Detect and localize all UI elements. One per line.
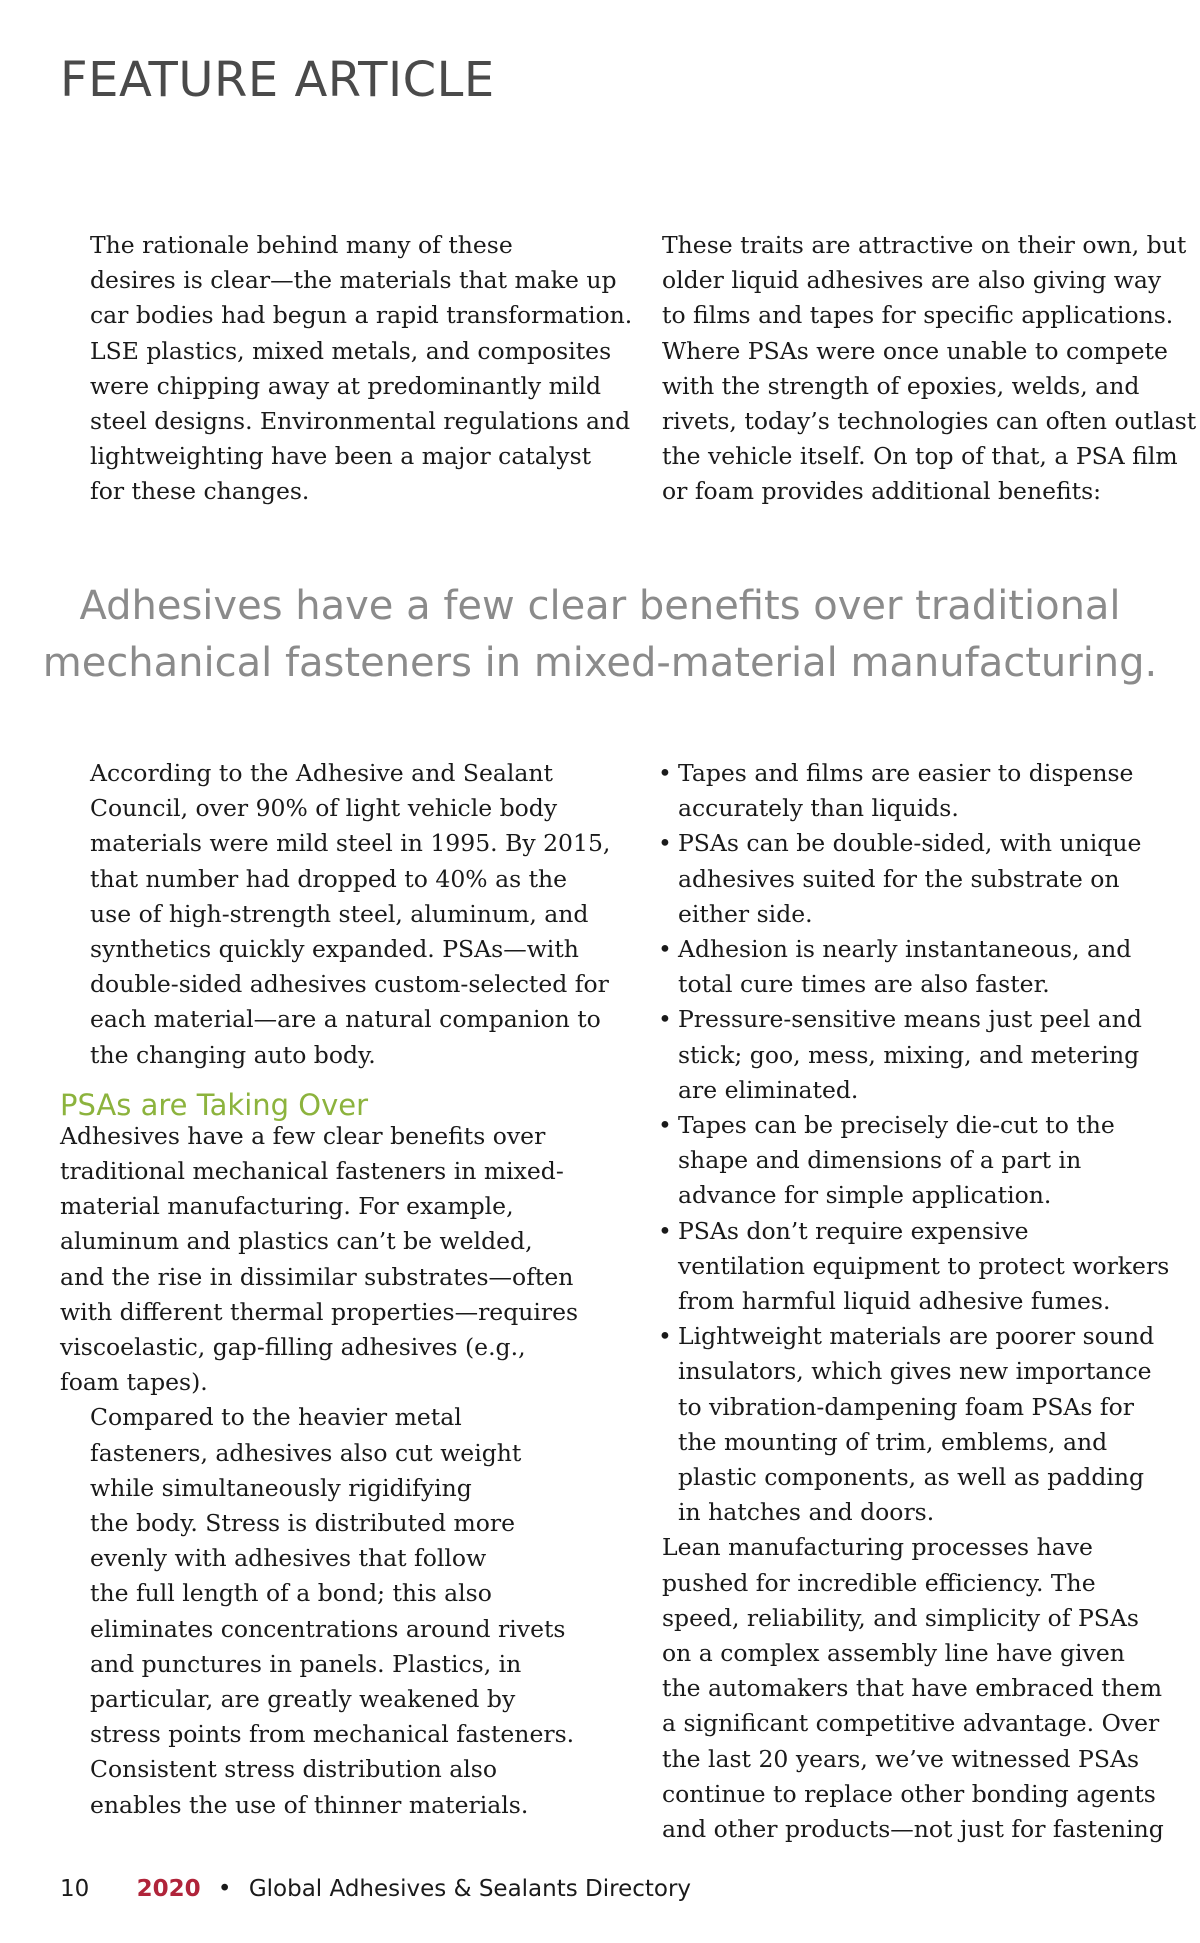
- text-line: fasteners, adhesives also cut weight: [90, 1438, 522, 1467]
- text-line: total cure times are also faster.: [678, 970, 1050, 999]
- list-item: [632, 932, 1172, 1002]
- text-line: the mounting of trim, emblems, and: [678, 1427, 1108, 1456]
- text-line: double-sided adhesives custom-selected for: [90, 970, 609, 999]
- text-line: or foam provides additional benefits:: [662, 477, 1102, 506]
- intro-left-column: [60, 228, 633, 510]
- text-line: continue to replace other bonding agents: [662, 1779, 1156, 1808]
- text-line: According to the Adhesive and Sealant: [90, 759, 553, 787]
- text-line: and other products—not just for fastening: [662, 1815, 1164, 1844]
- text-line: with different thermal properties—requires: [60, 1297, 579, 1326]
- text-line: Council, over 90% of light vehicle body: [90, 794, 558, 823]
- text-line: were chipping away at predominantly mild: [90, 371, 602, 400]
- text-line: Pressure-sensitive means just peel and: [678, 1005, 1142, 1034]
- intro-left-paragraph: [60, 228, 633, 510]
- text-line: the automakers that have embraced them: [662, 1674, 1163, 1703]
- page-number: 10: [60, 1876, 90, 1902]
- text-line: to vibration-dampening foam PSAs for: [678, 1392, 1135, 1421]
- text-line: pushed for incredible efficiency. The: [662, 1568, 1096, 1597]
- footer-separator-icon: •: [217, 1876, 232, 1902]
- list-item: [632, 756, 1172, 826]
- text-line: car bodies had begun a rapid transformation.: [90, 301, 633, 330]
- text-line: speed, reliability, and simplicity of PSAs: [662, 1603, 1139, 1632]
- text-line: Consistent stress distribution also: [90, 1755, 497, 1784]
- text-line: eliminates concentrations around rivets: [90, 1614, 566, 1643]
- body-left-column: [60, 756, 611, 1823]
- text-line: PSAs can be double-sided, with unique: [678, 829, 1142, 858]
- list-item: [632, 1002, 1172, 1108]
- text-line: Tapes can be precisely die-cut to the: [678, 1111, 1115, 1140]
- pull-quote-line: Adhesives have a few clear benefits over traditional: [79, 583, 1121, 629]
- publication-title: Global Adhesives & Sealants Directory: [248, 1876, 692, 1902]
- text-line: shape and dimensions of a part in: [678, 1146, 1082, 1175]
- text-line: aluminum and plastics can’t be welded,: [60, 1227, 533, 1256]
- text-line: lightweighting have been a major catalyst: [90, 442, 592, 471]
- text-line: the changing auto body.: [90, 1040, 376, 1069]
- text-line: The rationale behind many of these: [90, 231, 513, 259]
- text-line: materials were mild steel in 1995. By 2015,: [90, 829, 611, 858]
- text-line: a significant competitive advantage. Over: [662, 1709, 1160, 1738]
- text-line: synthetics quickly expanded. PSAs—with: [90, 935, 579, 964]
- text-line: the vehicle itself. On top of that, a PSA film: [662, 442, 1178, 471]
- text-line: advance for simple application.: [678, 1181, 1052, 1210]
- text-line: are eliminated.: [678, 1075, 859, 1104]
- text-line: the full length of a bond; this also: [90, 1579, 492, 1608]
- text-line: stress points from mechanical fasteners.: [90, 1720, 575, 1749]
- text-line: Adhesion is nearly instantaneous, and: [678, 935, 1132, 964]
- text-line: that number had dropped to 40% as the: [90, 864, 568, 893]
- body-paragraph: [632, 1530, 1172, 1847]
- footer-year: 2020: [136, 1876, 201, 1902]
- text-line: in hatches and doors.: [678, 1498, 935, 1527]
- text-line: desires is clear—the materials that make up: [90, 266, 617, 295]
- pull-quote-line: mechanical fasteners in mixed-material manufacturing.: [42, 640, 1158, 686]
- list-item: [632, 1319, 1172, 1530]
- list-item: [632, 826, 1172, 932]
- text-line: These traits are attractive on their own, but: [662, 231, 1187, 259]
- bullet-icon: •: [658, 1322, 672, 1351]
- text-line: Where PSAs were once unable to compete: [662, 336, 1168, 365]
- text-line: Lean manufacturing processes have: [662, 1533, 1093, 1562]
- text-line: either side.: [678, 899, 813, 928]
- list-item: [632, 1108, 1172, 1214]
- text-line: insulators, which gives new importance: [678, 1357, 1152, 1386]
- text-line: evenly with adhesives that follow: [90, 1544, 487, 1573]
- text-line: adhesives suited for the substrate on: [678, 864, 1120, 893]
- text-line: stick; goo, mess, mixing, and metering: [678, 1040, 1140, 1069]
- bullet-icon: •: [658, 1005, 672, 1034]
- text-line: traditional mechanical fasteners in mixed-: [60, 1157, 564, 1186]
- body-paragraph: [60, 756, 611, 1073]
- text-line: Compared to the heavier metal: [90, 1403, 462, 1432]
- text-line: Tapes and films are easier to dispense: [678, 759, 1134, 787]
- text-line: from harmful liquid adhesive fumes.: [678, 1287, 1111, 1316]
- body-paragraph: [60, 1400, 600, 1822]
- text-line: while simultaneously rigidifying: [90, 1473, 472, 1502]
- text-line: the body. Stress is distributed more: [90, 1509, 516, 1538]
- text-line: Lightweight materials are poorer sound: [678, 1322, 1155, 1351]
- text-line: PSAs don’t require expensive: [678, 1216, 1029, 1245]
- list-item: [632, 1214, 1172, 1320]
- text-line: ventilation equipment to protect workers: [678, 1251, 1170, 1280]
- text-line: the last 20 years, we’ve witnessed PSAs: [662, 1744, 1139, 1773]
- text-line: steel designs. Environmental regulations and: [90, 407, 631, 436]
- bullet-icon: •: [658, 829, 672, 858]
- body-paragraph: [60, 1119, 600, 1401]
- body-right-column: [632, 756, 1172, 1847]
- text-line: foam tapes).: [60, 1368, 208, 1397]
- page-footer: [60, 1876, 691, 1902]
- text-line: particular, are greatly weakened by: [90, 1685, 516, 1714]
- text-line: for these changes.: [90, 477, 310, 506]
- benefits-list: [632, 756, 1172, 1530]
- text-line: with the strength of epoxies, welds, and: [662, 371, 1140, 400]
- text-line: enables the use of thinner materials.: [90, 1790, 529, 1819]
- bullet-icon: •: [658, 1111, 672, 1140]
- text-line: on a complex assembly line have given: [662, 1639, 1125, 1668]
- text-line: viscoelastic, gap-filling adhesives (e.g.,: [60, 1333, 526, 1362]
- text-line: LSE plastics, mixed metals, and composites: [90, 336, 612, 365]
- text-line: older liquid adhesives are also giving way: [662, 266, 1162, 295]
- text-line: Adhesives have a few clear benefits over: [60, 1121, 546, 1150]
- text-line: use of high-strength steel, aluminum, and: [90, 899, 589, 928]
- intro-right-paragraph: [632, 228, 1197, 510]
- bullet-icon: •: [658, 935, 672, 964]
- bullet-icon: •: [658, 1216, 672, 1245]
- text-line: rivets, today’s technologies can often outlast: [662, 407, 1197, 436]
- subheading: PSAs are Taking Over: [60, 1087, 369, 1122]
- text-line: and punctures in panels. Plastics, in: [90, 1649, 522, 1678]
- text-line: and the rise in dissimilar substrates—often: [60, 1262, 574, 1291]
- text-line: accurately than liquids.: [678, 794, 959, 823]
- section-label: FEATURE ARTICLE: [60, 52, 495, 108]
- text-line: material manufacturing. For example,: [60, 1192, 514, 1221]
- intro-right-column: [632, 228, 1197, 510]
- text-line: to films and tapes for specific applications.: [662, 301, 1174, 330]
- text-line: plastic components, as well as padding: [678, 1463, 1145, 1492]
- pull-quote: [0, 578, 1200, 692]
- bullet-icon: •: [658, 759, 672, 787]
- text-line: each material—are a natural companion to: [90, 1005, 601, 1034]
